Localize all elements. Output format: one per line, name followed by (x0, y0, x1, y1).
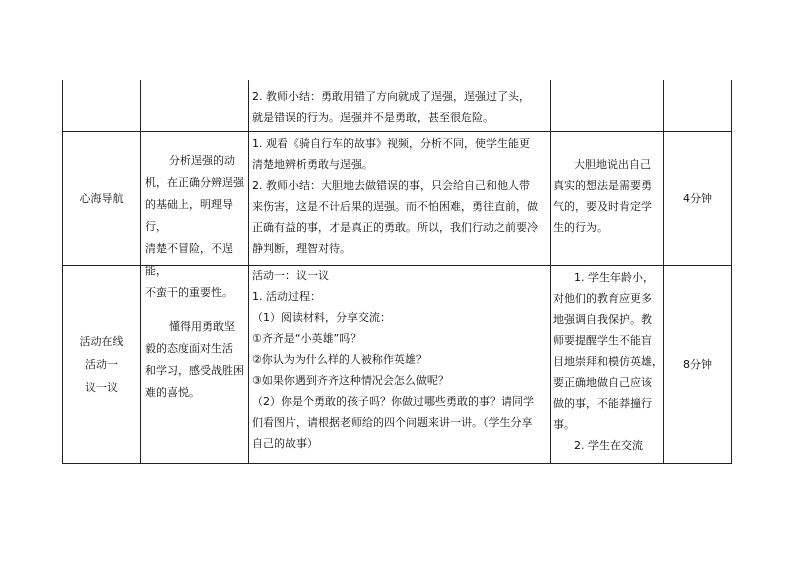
row1-note: 大胆地说出自己 真实的想法是需要勇 气的，要及时肯定学 生的行为。 (553, 158, 652, 234)
row1-content: 1. 观看《骑自行车的故事》视频，分析不同，使学生能更 清楚地辨析勇敢与逞强。 2. 教师小结：大胆地去做错误的事，只会给自己和他人带 来伤害，这是不计后果的逞强。而不怕困难，勇往直前，做 正确有益的事，才是真正的勇敢。所以，我们行动之前要冷 静判断，理智对待。 (252, 137, 538, 255)
row1-goal: 分析逞强的动 机，在正确分辨逞强 的基础上，明理导行， 清楚不冒险，不逞能， 不蛮干的重要性。 (145, 154, 244, 299)
row2-stage: 活动在线 活动一 议一议 (79, 335, 124, 394)
row2-time: 8分钟 (683, 358, 712, 371)
row1-stage: 心海导航 (79, 192, 124, 205)
row2-content: 活动一：议一议 1. 活动过程： （1）阅读材料，分享交流： ①齐齐是“小英雄”吗？ ②你认为为什么样的人被称作英雄？ ③如果你遇到齐齐这种情况会怎么做呢？ （2）你是个勇敢的孩子吗？你做过哪些勇敢的事？请同学 们看图片，请根据老师给的四个问题来讲一讲。（学生分享 自己的故事） (252, 269, 534, 450)
row2-goal: 懂得用勇敢坚 毅的态度面对生活 和学习，感受战胜困 难的喜悦。 (145, 320, 244, 399)
row1-time: 4分钟 (683, 192, 712, 205)
row2-note: 1. 学生年龄小， 对他们的教育应更多 地强调自我保护。教 师要提醒学生不能盲 目地崇拜和模仿英雄， 要正确地做自己应该 做的事，不能莽撞行 事。 2. 学生在交流 (553, 271, 663, 452)
row0-content: 2. 教师小结：勇敢用错了方向就成了逞强，逞强过了头， 就是错误的行为。逞强并不是勇敢，甚至很危险。 (252, 90, 530, 124)
